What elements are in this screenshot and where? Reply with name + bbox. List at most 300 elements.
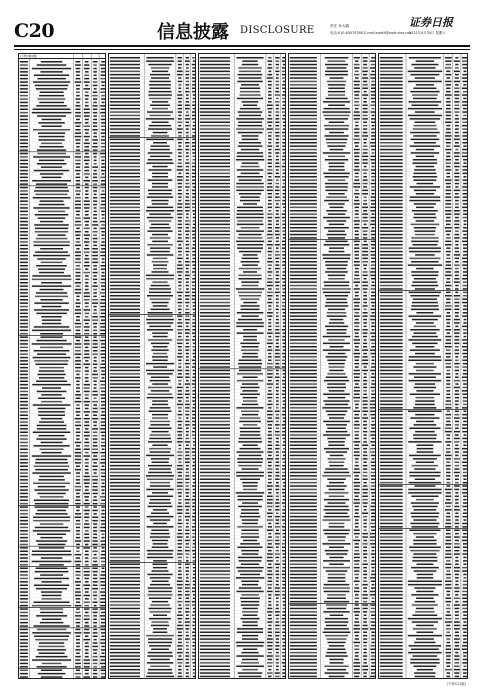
fine-print-text — [380, 159, 403, 161]
fine-print-text — [200, 489, 230, 491]
fine-print-text — [100, 387, 106, 389]
fine-print-text — [275, 128, 279, 130]
fine-print-text — [93, 119, 97, 121]
fine-print-text — [85, 302, 89, 304]
fine-print-text — [39, 476, 64, 478]
fine-print-text — [276, 570, 280, 572]
fine-print-text — [267, 530, 273, 532]
fine-print-text — [463, 251, 467, 253]
fine-print-text — [329, 526, 345, 528]
fine-print-text — [185, 142, 189, 144]
fine-print-text — [84, 265, 90, 267]
fine-print-text — [151, 349, 168, 351]
fine-print-text — [178, 360, 182, 362]
fine-print-text — [41, 418, 63, 420]
fine-print-text — [153, 632, 168, 634]
fine-print-text — [327, 312, 347, 314]
fine-print-text — [146, 363, 174, 365]
contact-line: 电话:010-63070768 E-mail:zqrb9@zqrb.sina.net — [330, 31, 411, 35]
fine-print-text — [362, 349, 368, 351]
fine-print-text — [35, 527, 68, 529]
fine-print-text — [20, 343, 28, 345]
fine-print-text — [101, 109, 106, 111]
fine-print-text — [146, 210, 174, 212]
fine-print-text — [354, 363, 359, 365]
fine-print-text — [100, 503, 106, 505]
fine-print-text — [20, 166, 28, 168]
fine-print-text — [411, 139, 440, 141]
fine-print-text — [363, 601, 367, 603]
fine-print-text — [193, 669, 195, 671]
fine-print-text — [370, 207, 376, 209]
fine-print-text — [93, 98, 97, 100]
fine-print-text — [200, 268, 230, 270]
fine-print-text — [75, 217, 81, 219]
fine-print-text — [40, 289, 64, 291]
fine-print-text — [282, 156, 285, 158]
fine-print-text — [94, 228, 97, 230]
fine-print-text — [290, 74, 317, 76]
fine-print-text — [36, 88, 68, 90]
fine-print-text — [186, 156, 189, 158]
fine-print-text — [185, 591, 189, 593]
fine-print-text — [370, 332, 376, 334]
fine-print-text — [20, 387, 28, 389]
fine-print-text — [200, 132, 230, 134]
fine-print-text — [76, 445, 80, 447]
fine-print-text — [110, 366, 140, 368]
fine-print-text — [101, 180, 105, 182]
fine-print-text — [92, 146, 97, 148]
fine-print-text — [100, 177, 105, 179]
table-column — [378, 53, 468, 679]
fine-print-text — [193, 543, 195, 545]
fine-print-text — [110, 105, 140, 107]
fine-print-text — [290, 424, 317, 426]
table-texture — [109, 54, 196, 679]
fine-print-text — [20, 126, 28, 128]
fine-print-text — [20, 425, 28, 427]
fine-print-text — [192, 149, 196, 151]
fine-print-text — [329, 645, 344, 647]
fine-print-text — [462, 200, 467, 202]
fine-print-text — [363, 567, 367, 569]
fine-print-text — [192, 230, 196, 232]
fine-print-text — [186, 122, 190, 124]
fine-print-text — [380, 122, 403, 124]
fine-print-text — [323, 530, 350, 532]
fine-print-text — [200, 169, 230, 171]
fine-print-text — [94, 163, 97, 165]
fine-print-text — [84, 173, 90, 175]
fine-print-text — [329, 417, 344, 419]
fine-print-text — [328, 88, 345, 90]
fine-print-text — [282, 309, 286, 311]
fine-print-text — [282, 258, 285, 260]
fine-print-text — [32, 605, 72, 607]
fine-print-text — [93, 666, 97, 668]
fine-print-text — [101, 459, 106, 461]
fine-print-text — [34, 585, 70, 587]
fine-print-text — [282, 247, 286, 249]
fine-print-text — [283, 496, 286, 498]
fine-print-text — [290, 145, 317, 147]
fine-print-text — [275, 200, 280, 202]
fine-print-text — [177, 315, 182, 317]
fine-print-text — [93, 136, 97, 138]
fine-print-text — [354, 489, 360, 491]
fine-print-text — [186, 431, 189, 433]
fine-print-text — [268, 417, 272, 419]
fine-print-text — [454, 108, 459, 110]
fine-print-text — [267, 506, 273, 508]
fine-print-text — [243, 540, 257, 542]
fine-print-text — [283, 669, 286, 671]
fine-print-text — [186, 213, 189, 215]
fine-print-text — [110, 74, 140, 76]
fine-print-text — [354, 645, 359, 647]
fine-print-text — [193, 598, 195, 600]
fine-print-text — [371, 509, 376, 511]
fine-print-text — [445, 149, 451, 151]
fine-print-text — [282, 169, 285, 171]
fine-print-text — [325, 404, 348, 406]
fine-print-text — [268, 196, 272, 198]
fine-print-text — [455, 74, 459, 76]
fine-print-text — [354, 659, 359, 661]
fine-print-text — [85, 636, 89, 638]
fine-print-text — [152, 417, 168, 419]
fine-print-text — [364, 91, 367, 93]
fine-print-text — [328, 397, 346, 399]
fine-print-text — [93, 534, 97, 536]
fine-print-text — [276, 370, 279, 372]
fine-print-text — [276, 400, 279, 402]
fine-print-text — [363, 591, 367, 593]
fine-print-text — [20, 115, 28, 117]
fine-print-text — [355, 285, 358, 287]
fine-print-text — [275, 625, 280, 627]
fine-print-text — [276, 421, 279, 423]
fine-print-text — [94, 605, 97, 607]
fine-print-text — [76, 306, 80, 308]
fine-print-text — [355, 526, 358, 528]
fine-print-text — [371, 343, 374, 345]
fine-print-text — [20, 646, 28, 648]
fine-print-text — [149, 645, 171, 647]
fine-print-text — [75, 591, 81, 593]
fine-print-text — [75, 612, 80, 614]
fine-print-text — [193, 628, 195, 630]
fine-print-text — [283, 557, 286, 559]
fine-print-text — [193, 553, 196, 555]
fine-print-text — [192, 390, 195, 392]
fine-print-text — [363, 122, 367, 124]
fine-print-text — [76, 146, 79, 148]
fine-print-text — [186, 472, 189, 474]
fine-print-text — [150, 482, 170, 484]
fine-print-text — [463, 169, 468, 171]
fine-print-text — [282, 451, 286, 453]
fine-print-text — [380, 244, 403, 246]
fine-print-text — [290, 319, 317, 321]
fine-print-text — [200, 71, 230, 73]
fine-print-text — [463, 159, 467, 161]
fine-print-text — [84, 241, 89, 243]
fine-print-text — [371, 479, 375, 481]
fine-print-text — [186, 509, 189, 511]
fine-print-text — [290, 122, 317, 124]
fine-print-text — [75, 364, 81, 366]
fine-print-text — [290, 394, 317, 396]
fine-print-text — [371, 64, 376, 66]
fine-print-text — [177, 615, 183, 617]
fine-print-text — [329, 166, 345, 168]
fine-print-text — [282, 615, 285, 617]
fine-print-text — [36, 568, 68, 570]
fine-print-text — [102, 653, 105, 655]
fine-print-text — [363, 302, 367, 304]
fine-print-text — [412, 94, 438, 96]
fine-print-text — [192, 632, 196, 634]
fine-print-text — [380, 258, 403, 260]
fine-print-text — [101, 143, 105, 145]
fine-print-text — [84, 248, 89, 250]
fine-print-text — [20, 534, 28, 536]
fine-print-text — [290, 101, 317, 103]
fine-print-text — [454, 81, 460, 83]
fine-print-text — [455, 183, 459, 185]
fine-print-text — [150, 421, 170, 423]
fine-print-text — [282, 414, 286, 416]
fine-print-text — [200, 196, 230, 198]
fine-print-text — [463, 74, 468, 76]
fine-print-text — [354, 591, 360, 593]
fine-print-text — [192, 322, 196, 324]
fine-print-text — [92, 476, 98, 478]
fine-print-text — [153, 564, 168, 566]
fine-print-text — [94, 598, 97, 600]
fine-print-text — [110, 581, 140, 583]
fine-print-text — [110, 220, 140, 222]
fine-print-text — [85, 190, 88, 192]
fine-print-text — [446, 145, 451, 147]
fine-print-text — [76, 564, 81, 566]
fine-print-text — [93, 591, 97, 593]
fine-print-text — [290, 472, 317, 474]
fine-print-text — [85, 557, 88, 559]
fine-print-text — [200, 635, 230, 637]
fine-print-text — [150, 584, 170, 586]
fine-print-text — [40, 622, 64, 624]
fine-print-text — [193, 482, 195, 484]
fine-print-text — [100, 367, 106, 369]
fine-print-text — [290, 227, 317, 229]
fine-print-text — [33, 81, 70, 83]
fine-print-text — [380, 108, 403, 110]
fine-print-text — [380, 149, 403, 151]
fine-print-text — [354, 288, 360, 290]
fine-print-text — [93, 632, 98, 634]
fine-print-text — [110, 513, 140, 515]
fine-print-text — [75, 275, 80, 277]
fine-print-text — [178, 84, 181, 86]
fine-print-text — [84, 411, 90, 413]
fine-print-text — [354, 81, 360, 83]
fine-print-text — [93, 622, 97, 624]
fine-print-text — [446, 264, 452, 266]
fine-print-text — [92, 608, 97, 610]
fine-print-text — [37, 391, 67, 393]
fine-print-text — [362, 564, 368, 566]
fine-print-text — [35, 469, 68, 471]
fine-print-text — [152, 261, 169, 263]
fine-print-text — [200, 407, 230, 409]
fine-print-text — [462, 88, 468, 90]
fine-print-text — [84, 115, 90, 117]
fine-print-text — [200, 543, 230, 545]
fine-print-text — [20, 374, 28, 376]
fine-print-text — [325, 176, 349, 178]
fine-print-text — [152, 302, 169, 304]
fine-print-text — [267, 451, 272, 453]
fine-print-text — [370, 74, 376, 76]
fine-print-text — [75, 160, 80, 162]
fine-print-text — [193, 676, 196, 678]
fine-print-text — [85, 98, 88, 100]
fine-print-text — [455, 207, 459, 209]
fine-print-text — [282, 411, 285, 413]
fine-print-text — [290, 666, 317, 668]
fine-print-text — [282, 118, 285, 120]
fine-print-text — [186, 169, 190, 171]
fine-print-text — [76, 432, 81, 434]
fine-print-text — [35, 506, 69, 508]
fine-print-text — [192, 139, 195, 141]
fine-print-text — [85, 289, 89, 291]
fine-print-text — [268, 666, 273, 668]
fine-print-text — [110, 139, 140, 141]
fine-print-text — [110, 360, 140, 362]
fine-print-text — [110, 373, 140, 375]
fine-print-text — [355, 332, 359, 334]
fine-print-text — [110, 258, 140, 260]
fine-print-text — [93, 173, 97, 175]
fine-print-text — [153, 523, 167, 525]
fine-print-text — [323, 101, 350, 103]
fine-print-text — [238, 237, 263, 239]
fine-print-text — [200, 305, 230, 307]
fine-print-text — [290, 281, 317, 283]
fine-print-text — [370, 451, 376, 453]
fine-print-text — [354, 530, 360, 532]
fine-print-text — [94, 132, 97, 134]
fine-print-text — [193, 220, 196, 222]
fine-print-text — [94, 88, 97, 90]
fine-print-text — [462, 135, 467, 137]
fine-print-text — [186, 217, 189, 219]
fine-print-text — [239, 251, 261, 253]
fine-print-text — [101, 415, 106, 417]
fine-print-text — [238, 363, 262, 365]
fine-print-text — [329, 489, 345, 491]
fine-print-text — [20, 557, 28, 559]
fine-print-text — [354, 516, 360, 518]
fine-print-text — [85, 92, 89, 94]
fine-print-text — [75, 282, 81, 284]
fine-print-text — [100, 608, 106, 610]
fine-print-text — [37, 510, 66, 512]
fine-print-text — [371, 105, 376, 107]
fine-print-text — [237, 632, 263, 634]
fine-print-text — [39, 136, 65, 138]
fine-print-text — [193, 608, 195, 610]
fine-print-text — [100, 64, 106, 66]
fine-print-text — [413, 128, 438, 130]
fine-print-text — [413, 176, 438, 178]
fine-print-text — [152, 547, 169, 549]
fine-print-text — [454, 71, 460, 73]
fine-print-text — [34, 302, 68, 304]
fine-print-text — [408, 115, 442, 117]
fine-print-text — [110, 672, 140, 674]
fine-print-text — [94, 472, 97, 474]
fine-print-text — [363, 397, 368, 399]
fine-print-text — [40, 449, 64, 451]
fine-print-text — [101, 435, 104, 437]
fine-print-text — [20, 588, 28, 590]
fine-print-text — [76, 296, 79, 298]
fine-print-text — [275, 71, 279, 73]
fine-print-text — [75, 360, 81, 362]
fine-print-text — [75, 486, 81, 488]
fine-print-text — [200, 292, 230, 294]
fine-print-text — [275, 672, 280, 674]
fine-print-text — [371, 621, 376, 623]
fine-print-text — [36, 438, 66, 440]
fine-print-text — [110, 281, 140, 283]
fine-print-text — [178, 594, 183, 596]
fine-print-text — [92, 544, 97, 546]
fine-print-text — [446, 132, 451, 134]
fine-print-text — [463, 132, 467, 134]
fine-print-text — [192, 101, 195, 103]
fine-print-text — [101, 551, 105, 553]
fine-print-text — [413, 135, 437, 137]
fine-print-text — [101, 510, 104, 512]
fine-print-text — [92, 646, 98, 648]
fine-print-text — [185, 91, 189, 93]
fine-print-text — [267, 608, 272, 610]
fine-print-text — [276, 669, 279, 671]
fine-print-text — [328, 458, 346, 460]
fine-print-text — [371, 186, 375, 188]
fine-print-text — [363, 98, 366, 100]
fine-print-text — [200, 533, 230, 535]
fine-print-text — [363, 485, 368, 487]
fine-print-text — [282, 142, 285, 144]
fine-print-text — [290, 176, 317, 178]
fine-print-text — [185, 404, 190, 406]
fine-print-text — [371, 91, 376, 93]
fine-print-text — [355, 145, 359, 147]
fine-print-text — [192, 193, 195, 195]
fine-print-text — [354, 94, 359, 96]
fine-print-text — [20, 656, 28, 658]
fine-print-text — [200, 649, 230, 651]
fine-print-text — [178, 217, 183, 219]
fine-print-text — [455, 125, 459, 127]
